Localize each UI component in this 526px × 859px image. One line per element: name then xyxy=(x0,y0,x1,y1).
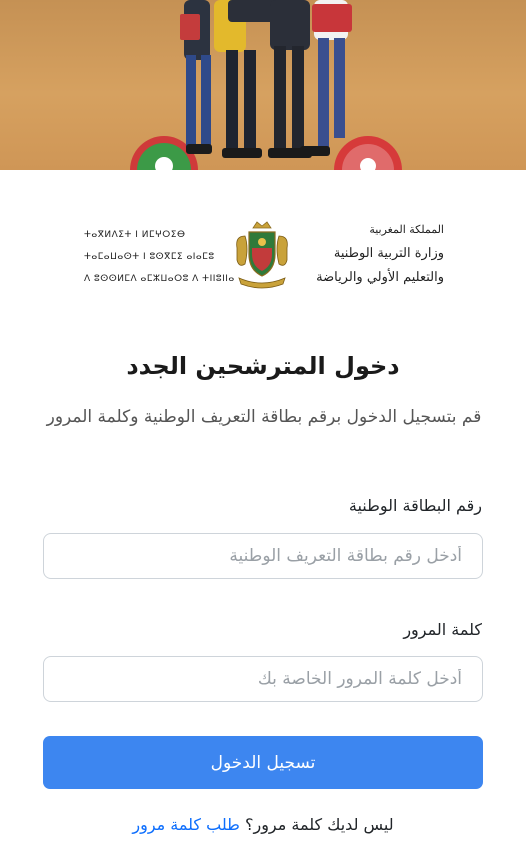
arabic-line-3: والتعليم الأولي والرياضة xyxy=(316,270,444,285)
login-button[interactable]: تسجيل الدخول xyxy=(43,736,483,789)
tifinagh-line-3: ⴷ ⵓⵙⵙⵍⵎⴷ ⴰⵎⵣⵡⴰⵔⵓ ⴷ ⵜⵏⵏⵓⵏⵏⴰ xyxy=(84,274,235,284)
students-illustration xyxy=(0,0,526,170)
cin-label: رقم البطاقة الوطنية xyxy=(348,496,482,515)
password-label: كلمة المرور xyxy=(403,620,482,639)
no-password-question: ليس لديك كلمة مرور؟ xyxy=(244,815,394,834)
tifinagh-line-2: ⵜⴰⵎⴰⵡⴰⵙⵜ ⵏ ⵓⵙⴳⵎⵉ ⴰⵏⴰⵎⵓ xyxy=(84,252,215,262)
request-password-link[interactable]: طلب كلمة مرور xyxy=(132,815,240,834)
cin-input[interactable] xyxy=(43,533,483,579)
moroccan-coat-of-arms-icon xyxy=(231,218,293,290)
hero-banner xyxy=(0,0,526,170)
password-input[interactable] xyxy=(43,656,483,702)
ministry-name-arabic xyxy=(296,218,444,290)
arabic-line-1: المملكة المغربية xyxy=(369,223,444,236)
page-title: دخول المترشحين الجدد xyxy=(126,352,400,380)
tifinagh-line-1: ⵜⴰⴳⵍⴷⵉⵜ ⵏ ⵍⵎⵖⵔⵉⴱ xyxy=(84,230,186,240)
ministry-name-tifinagh xyxy=(84,224,234,290)
arabic-line-2: وزارة التربية الوطنية xyxy=(333,246,444,261)
request-password-prompt xyxy=(0,815,526,834)
ministry-header xyxy=(0,210,526,300)
page-subtitle: قم بتسجيل الدخول برقم بطاقة التعريف الوطنية وكلمة المرور xyxy=(46,407,482,427)
